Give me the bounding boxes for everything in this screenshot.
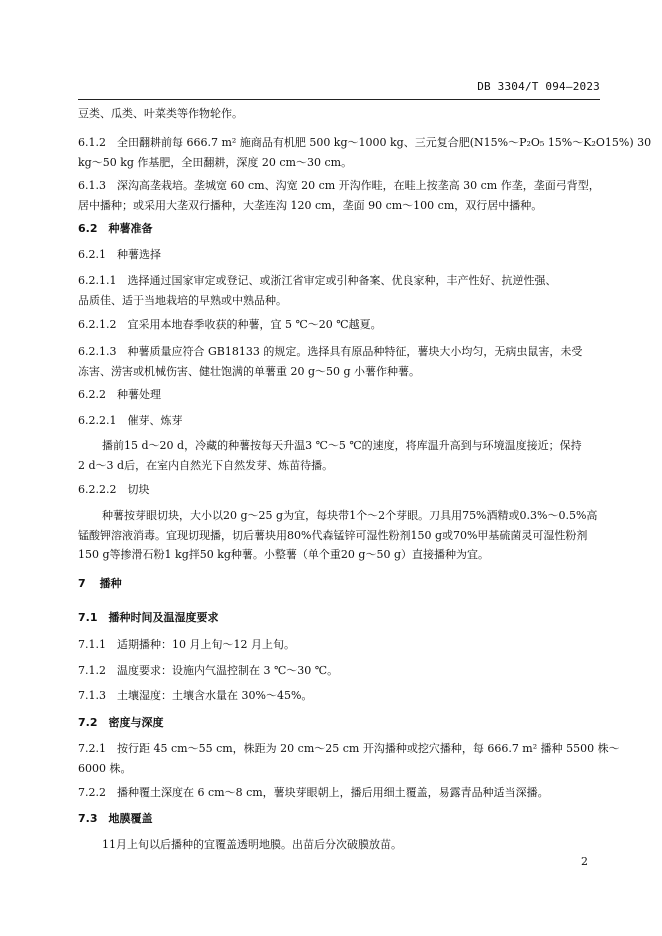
text-line: 冻害、涝害或机械伤害、健壮饱满的单薯重 20 g～50 g 小薯作种薯。	[78, 364, 421, 378]
heading-title: 播种	[99, 577, 122, 590]
heading-7	[78, 574, 600, 594]
clause-6-1-2	[78, 133, 652, 172]
clause-number: 6.2.1.1	[78, 274, 117, 287]
heading-title: 催芽、炼芽	[127, 414, 183, 427]
heading-number: 6.2.2	[78, 388, 106, 401]
clause-number: 6.2.1.2	[78, 318, 117, 331]
clause-6-2-1-2	[78, 315, 600, 335]
heading-6-2-2-1	[78, 411, 600, 431]
heading-6-2-1	[78, 245, 600, 265]
clause-7-1-1	[78, 635, 600, 655]
text-line	[78, 133, 652, 153]
clause-text: 深沟高垄栽培。垄城宽 60 cm、沟宽 20 cm 开沟作畦，在畦上按垄高 30 cm 作垄，垄面弓背型，	[117, 179, 600, 192]
text-line	[78, 271, 600, 291]
header-rule	[78, 99, 600, 100]
heading-number: 7	[78, 577, 86, 590]
text-line: 豆类、瓜类、叶菜类等作物轮作。	[78, 107, 243, 120]
heading-number: 6.2.1	[78, 248, 106, 261]
clause-number: 7.2.2	[78, 786, 106, 799]
text-line: 150 g等掺滑石粉1 kg拌50 kg种薯。小整薯（单个重20 g～50 g）直接播种为宜。	[78, 548, 490, 561]
text-line	[78, 342, 600, 362]
heading-number: 6.2.2.2	[78, 483, 117, 496]
clause-text: 宜采用本地春季收获的种薯，宜 5 ℃～20 ℃越夏。	[127, 318, 382, 331]
clause-text: 播种覆土深度在 6 cm～8 cm，薯块芽眼朝上，播后用细土覆盖，易露青品种适当深播。	[117, 786, 549, 799]
text-line: 锰酸钾溶液消毒。宜现切现播，切后薯块用80%代森锰锌可湿性粉剂150 g或70%甲基硫菌灵可湿性粉剂	[78, 528, 588, 542]
heading-6-2-2	[78, 385, 600, 405]
text-line: kg～50 kg 作基肥，全田翻耕，深度 20 cm～30 cm。	[78, 155, 353, 169]
clause-text: 适期播种：10 月上旬～12 月上旬。	[117, 638, 295, 651]
text-line: 6000 株。	[78, 761, 132, 775]
clause-text: 土壤湿度：土壤含水量在 30%～45%。	[117, 689, 313, 702]
clause-number: 7.1.1	[78, 638, 106, 651]
heading-6-2-2-2	[78, 480, 600, 500]
heading-6-2	[78, 219, 600, 239]
heading-title: 切块	[127, 483, 150, 496]
heading-7-1	[78, 608, 600, 628]
clause-text: 种薯质量应符合 GB18133 的规定。选择具有原品种特征，薯块大小均匀，无病虫鼠害，未受	[127, 345, 583, 358]
clause-number: 6.1.2	[78, 136, 106, 149]
clause-7-1-2	[78, 661, 600, 681]
clause-text: 按行距 45 cm～55 cm，株距为 20 cm～25 cm 开沟播种或挖穴播种，每 666.7 m² 播种 5500 株～	[117, 742, 620, 755]
clause-text: 全田翻耕前每 666.7 m² 施商品有机肥 500 kg～1000 kg、三元复合肥(N15%～P₂O₅ 15%～K₂O15%) 30	[117, 136, 652, 149]
document-id-header: DB 3304/T 094—2023	[477, 80, 600, 93]
clause-text: 选择通过国家审定或登记、或浙江省审定或引种备案、优良家种，丰产性好、抗逆性强、	[127, 274, 557, 287]
clause-6-2-1-1	[78, 271, 600, 310]
heading-number: 7.1	[78, 611, 98, 624]
text-line: 11月上旬以后播种的宜覆盖透明地膜。出苗后分次破膜放苗。	[102, 838, 402, 851]
text-line: 品质佳、适于当地栽培的早熟或中熟品种。	[78, 293, 287, 307]
clause-number: 7.2.1	[78, 742, 106, 755]
heading-title: 地膜覆盖	[108, 812, 153, 825]
heading-title: 种薯准备	[108, 222, 153, 235]
clause-6-2-1-3	[78, 342, 600, 381]
text-line	[78, 315, 600, 335]
heading-number: 6.2.2.1	[78, 414, 117, 427]
heading-number: 7.2	[78, 716, 98, 729]
text-line: 播前15 d～20 d，冷藏的种薯按每天升温3 ℃～5 ℃的速度，将库温升高到与环境温度接近；保持	[102, 439, 582, 452]
clause-7-1-3	[78, 686, 600, 706]
heading-title: 播种时间及温湿度要求	[108, 611, 219, 624]
text-line: 居中播种；或采用大垄双行播种，大垄连沟 120 cm，垄面 90 cm～100 cm，双行居中播种。	[78, 198, 543, 212]
clause-number: 7.1.3	[78, 689, 106, 702]
text-line	[78, 739, 620, 759]
page-number: 2	[581, 855, 588, 868]
clause-number: 7.1.2	[78, 664, 106, 677]
clause-number: 6.2.1.3	[78, 345, 117, 358]
text-line: 2 d～3 d后，在室内自然光下自然发芽、炼苗待播。	[78, 458, 334, 472]
paragraph-mulch	[78, 835, 600, 855]
clause-7-2-2	[78, 783, 600, 803]
paragraph-rotation	[78, 104, 600, 124]
heading-title: 密度与深度	[108, 716, 164, 729]
paragraph-cutting	[78, 506, 600, 565]
heading-title: 种薯处理	[117, 388, 161, 401]
clause-6-1-3	[78, 176, 600, 215]
paragraph-sprouting	[78, 436, 600, 475]
clause-number: 6.1.3	[78, 179, 106, 192]
clause-text: 温度要求：设施内气温控制在 3 ℃～30 ℃。	[117, 664, 339, 677]
clause-7-2-1	[78, 739, 620, 778]
heading-number: 7.3	[78, 812, 98, 825]
text-line	[78, 176, 600, 196]
heading-7-2	[78, 713, 600, 733]
text-line: 种薯按芽眼切块，大小以20 g～25 g为宜，每块带1个～2个芽眼。刀具用75%酒精或0.3%～0.5%高	[102, 509, 598, 522]
heading-number: 6.2	[78, 222, 98, 235]
heading-7-3	[78, 809, 600, 829]
heading-title: 种薯选择	[117, 248, 161, 261]
